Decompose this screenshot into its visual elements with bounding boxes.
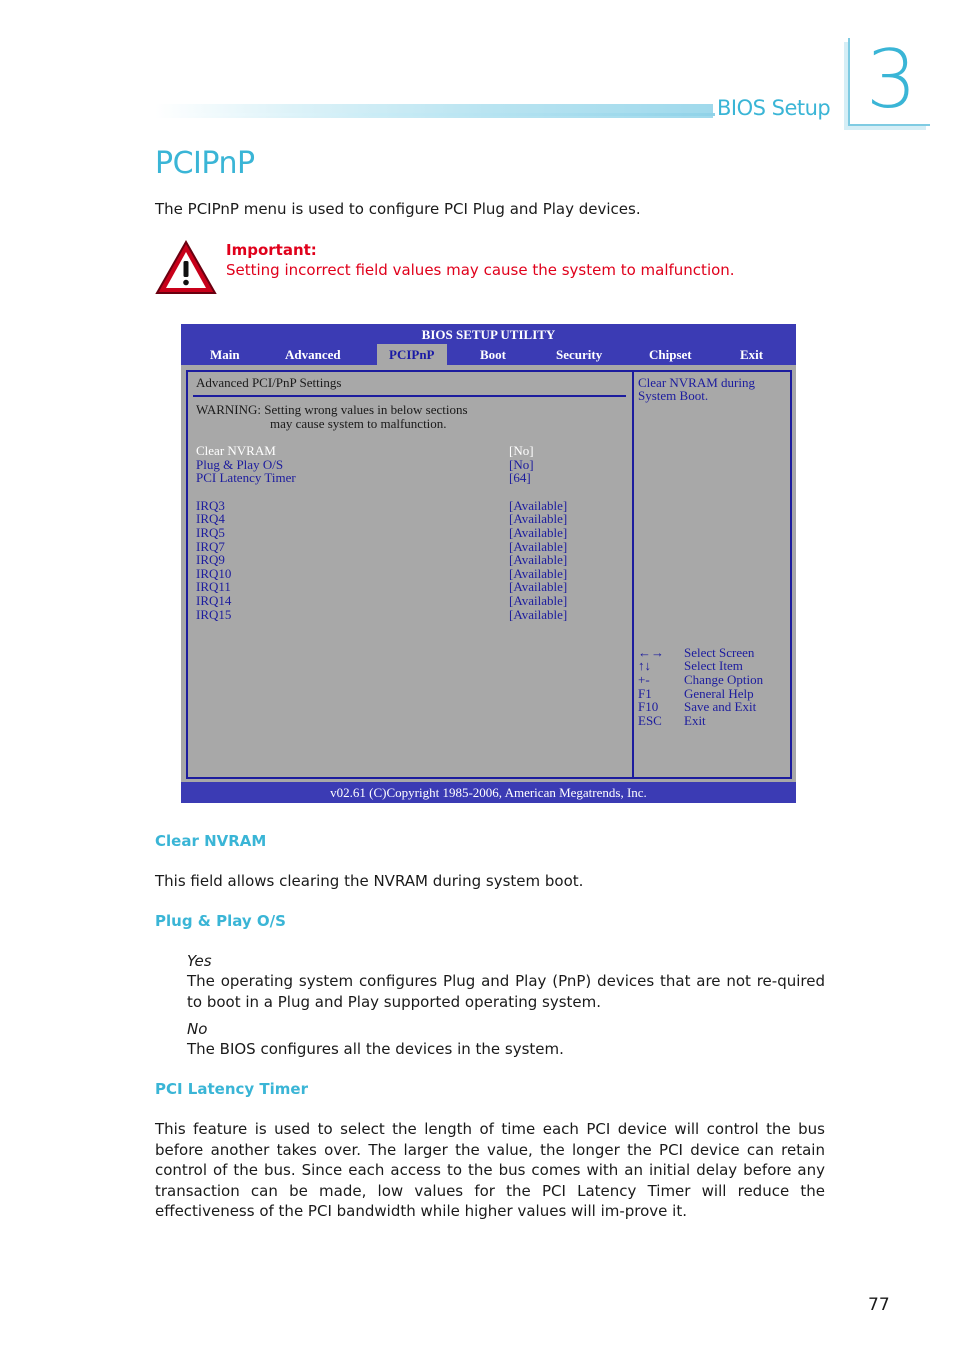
bios-irq-label[interactable]: IRQ14 [196, 593, 232, 608]
bios-irq-value[interactable]: [Available] [509, 593, 568, 608]
bios-menu-bar [181, 344, 796, 365]
important-text: Setting incorrect field values may cause the system to malfunction. [226, 261, 735, 279]
bios-irq-value[interactable]: [Available] [509, 539, 568, 554]
bios-key-action: Change Option [684, 672, 764, 687]
bios-key: F1 [638, 686, 652, 701]
bios-irq-value[interactable]: [Available] [509, 579, 568, 594]
pci-latency-text: This feature is used to select the length of time each PCI device will control the bus before another takes over. The larger the value, the longer the PCI device can retain control of the bus. Since each access to the bus comes with an initial delay before any transaction can be made, low values for the PCI Latency Timer will reduce the effectiveness of the PCI bandwidth while higher values will im-prove it. [155, 1120, 825, 1221]
bios-key-action: Select Screen [684, 645, 755, 660]
option-yes-label: Yes [187, 952, 212, 970]
option-no-label: No [187, 1020, 208, 1038]
page-number: 77 [868, 1295, 890, 1315]
option-no-text: The BIOS configures all the devices in the system. [187, 1040, 564, 1058]
bios-key: F10 [638, 699, 659, 714]
bios-irq-label[interactable]: IRQ9 [196, 552, 225, 567]
bios-irq-label[interactable]: IRQ11 [196, 579, 231, 594]
bios-menu-main[interactable]: Main [210, 347, 240, 362]
warning-icon [155, 240, 217, 296]
bios-irq-value[interactable]: [Available] [509, 498, 568, 513]
bios-key: ESC [638, 713, 662, 728]
bios-menu-pcipnp[interactable]: PCIPnP [377, 344, 447, 365]
heading-clear-nvram: Clear NVRAM [155, 832, 267, 850]
bios-irq-label[interactable]: IRQ15 [196, 607, 232, 622]
bios-key-action: General Help [684, 686, 754, 701]
header-decoration-line [155, 113, 715, 116]
option-yes-text: The operating system configures Plug and Play (PnP) devices that are not re-quired to boot in a Plug and Play supported operating system. [187, 972, 825, 1011]
bios-irq-label[interactable]: IRQ5 [196, 525, 225, 540]
bios-menu-chipset[interactable]: Chipset [649, 347, 692, 362]
important-heading: Important: [226, 241, 317, 259]
bios-help-line1: Clear NVRAM during [638, 375, 755, 390]
bios-irq-label[interactable]: IRQ10 [196, 566, 232, 581]
heading-pci-latency: PCI Latency Timer [155, 1080, 308, 1098]
bios-key: ↑↓ [638, 658, 651, 673]
section-title: BIOS Setup [717, 96, 831, 120]
bios-irq-value[interactable]: [Available] [509, 566, 568, 581]
bios-irq-value[interactable]: [Available] [509, 552, 568, 567]
bios-key-action: Select Item [684, 658, 743, 673]
bios-setting-pnp-os[interactable]: Plug & Play O/S [196, 457, 284, 472]
bios-warning-line1: WARNING: Setting wrong values in below sections [196, 402, 468, 417]
bios-value-latency[interactable]: [64] [509, 470, 531, 485]
bios-value-clear-nvram[interactable]: [No] [509, 443, 534, 458]
bios-key: +- [638, 672, 650, 687]
bios-screen [181, 324, 796, 803]
bios-panel-divider [632, 370, 634, 778]
bios-key-action: Save and Exit [684, 699, 757, 714]
bios-key: ←→ [638, 645, 664, 660]
bios-irq-label[interactable]: IRQ7 [196, 539, 225, 554]
bios-irq-value[interactable]: [Available] [509, 525, 568, 540]
bios-key-action: Exit [684, 713, 706, 728]
bios-panel-title: Advanced PCI/PnP Settings [196, 375, 342, 390]
bios-title: BIOS SETUP UTILITY [181, 324, 796, 344]
bios-setting-clear-nvram[interactable]: Clear NVRAM [196, 443, 276, 458]
bios-help-line2: System Boot. [638, 388, 709, 403]
chapter-number: 3 [866, 33, 917, 126]
heading-pnp-os: Plug & Play O/S [155, 912, 286, 930]
bios-footer: v02.61 (C)Copyright 1985-2006, American Megatrends, Inc. [181, 782, 796, 803]
bios-title-underline [193, 395, 626, 397]
page-title: PCIPnP [155, 146, 255, 181]
clear-nvram-text: This field allows clearing the NVRAM during system boot. [155, 872, 584, 890]
bios-irq-label[interactable]: IRQ3 [196, 498, 225, 513]
bios-warning-line2: may cause system to malfunction. [270, 416, 447, 431]
intro-text: The PCIPnP menu is used to configure PCI Plug and Play devices. [155, 200, 641, 218]
bios-setting-latency[interactable]: PCI Latency Timer [196, 470, 296, 485]
bios-menu-security[interactable]: Security [556, 347, 603, 362]
bios-irq-value[interactable]: [Available] [509, 511, 568, 526]
bios-menu-boot[interactable]: Boot [480, 347, 506, 362]
bios-menu-advanced[interactable]: Advanced [285, 347, 341, 362]
bios-menu-exit[interactable]: Exit [740, 347, 764, 362]
bios-irq-label[interactable]: IRQ4 [196, 511, 225, 526]
bios-value-pnp-os[interactable]: [No] [509, 457, 534, 472]
bios-irq-value[interactable]: [Available] [509, 607, 568, 622]
